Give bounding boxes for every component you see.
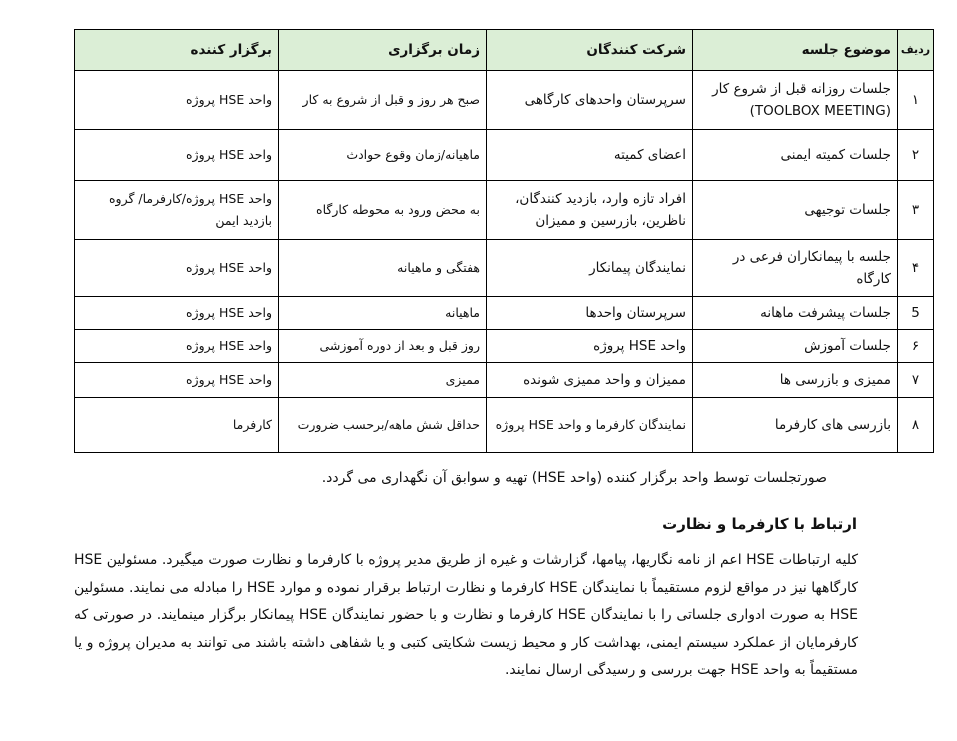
table-row	[75, 330, 934, 363]
row-time: صبح هر روز و قبل از شروع به کار	[279, 71, 487, 130]
row-organizer: واحد HSE پروژه	[75, 330, 279, 363]
row-number: ۱	[898, 71, 934, 130]
row-time: ماهیانه	[279, 297, 487, 330]
row-organizer: واحد HSE پروژه	[75, 240, 279, 297]
row-participants: واحد HSE پروژه	[487, 330, 693, 363]
row-time: ماهیانه/زمان وقوع حوادث	[279, 130, 487, 181]
meetings-table	[74, 29, 934, 453]
row-participants: سرپرستان واحدها	[487, 297, 693, 330]
section-paragraph: کلیه ارتباطات HSE اعم از نامه نگاریها، پیامها، گزارشات و غیره از طریق مدیر پروژه با کارفرما و نظارت صورت میگیرد. مسئولین HSE کارگاهها نیز در مواقع لزوم مستقیماً با نمایندگان HSE کارفرما و نظارت ارتباط برقرار نموده و موارد HSE را مبادله می نمایند. مسئولین HSE به صورت ادواری جلساتی را با نمایندگان HSE کارفرما و نظارت و با حضور نمایندگان HSE پیمانکار برگزار مینمایند. در صورتی که کارفرمایان از عملکرد سیستم ایمنی، بهداشت کار و محیط زیست شکایتی کتبی و یا شفاهی داشته باشند می توانند به مدیران پروژه و یا مستقیماً به واحد HSE جهت بررسی و رسیدگی ارسال نمایند.	[74, 552, 858, 678]
row-organizer: واحد HSE پروژه	[75, 363, 279, 398]
row-participants: سرپرستان واحدهای کارگاهی	[487, 71, 693, 130]
row-organizer: کارفرما	[75, 398, 279, 453]
row-time: حداقل شش ماهه/برحسب ضرورت	[279, 398, 487, 453]
row-time: ممیزی	[279, 363, 487, 398]
row-topic: ممیزی و بازرسی ها	[693, 363, 898, 398]
row-organizer: واحد HSE پروژه	[75, 130, 279, 181]
row-topic: جلسه با پیمانکاران فرعی در کارگاه	[693, 240, 898, 297]
table-row	[75, 363, 934, 398]
section-heading: ارتباط با کارفرما و نظارت	[662, 515, 857, 533]
row-number: ۸	[898, 398, 934, 453]
row-topic: جلسات پیشرفت ماهانه	[693, 297, 898, 330]
header-organizer: برگزار کننده	[75, 30, 279, 71]
row-number: ۴	[898, 240, 934, 297]
table-row	[75, 240, 934, 297]
row-participants: نمایندگان کارفرما و واحد HSE پروژه	[487, 398, 693, 453]
row-topic: بازرسی های کارفرما	[693, 398, 898, 453]
table-row	[75, 297, 934, 330]
header-participants: شرکت کنندگان	[487, 30, 693, 71]
row-participants: ممیزان و واحد ممیزی شونده	[487, 363, 693, 398]
row-time: روز قبل و بعد از دوره آموزشی	[279, 330, 487, 363]
row-number: ۳	[898, 181, 934, 240]
table-header-row	[75, 30, 934, 71]
row-number: 5	[898, 297, 934, 330]
table-row	[75, 398, 934, 453]
minutes-note: صورتجلسات توسط واحد برگزار کننده (واحد HSE) تهیه و سوابق آن نگهداری می گردد.	[321, 470, 827, 486]
table-row	[75, 130, 934, 181]
row-organizer: واحد HSE پروژه	[75, 71, 279, 130]
row-number: ۶	[898, 330, 934, 363]
row-participants: نمایندگان پیمانکار	[487, 240, 693, 297]
row-participants: اعضای کمیته	[487, 130, 693, 181]
row-number: ۲	[898, 130, 934, 181]
header-radif: ردیف	[898, 30, 934, 71]
row-participants: افراد تازه وارد، بازدید کنندگان، ناظرین، بازرسین و ممیزان	[487, 181, 693, 240]
row-time: به محض ورود به محوطه کارگاه	[279, 181, 487, 240]
row-organizer: واحد HSE پروژه/کارفرما/ گروه بازدید ایمن	[75, 181, 279, 240]
row-time: هفتگی و ماهیانه	[279, 240, 487, 297]
row-topic: جلسات روزانه قبل از شروع کار (TOOLBOX MEETING)	[693, 71, 898, 130]
row-topic: جلسات توجیهی	[693, 181, 898, 240]
row-number: ۷	[898, 363, 934, 398]
row-organizer: واحد HSE پروژه	[75, 297, 279, 330]
header-topic: موضوع جلسه	[693, 30, 898, 71]
row-topic: جلسات آموزش	[693, 330, 898, 363]
row-topic: جلسات کمیته ایمنی	[693, 130, 898, 181]
header-time: زمان برگزاری	[279, 30, 487, 71]
table-row	[75, 181, 934, 240]
table-row	[75, 71, 934, 130]
